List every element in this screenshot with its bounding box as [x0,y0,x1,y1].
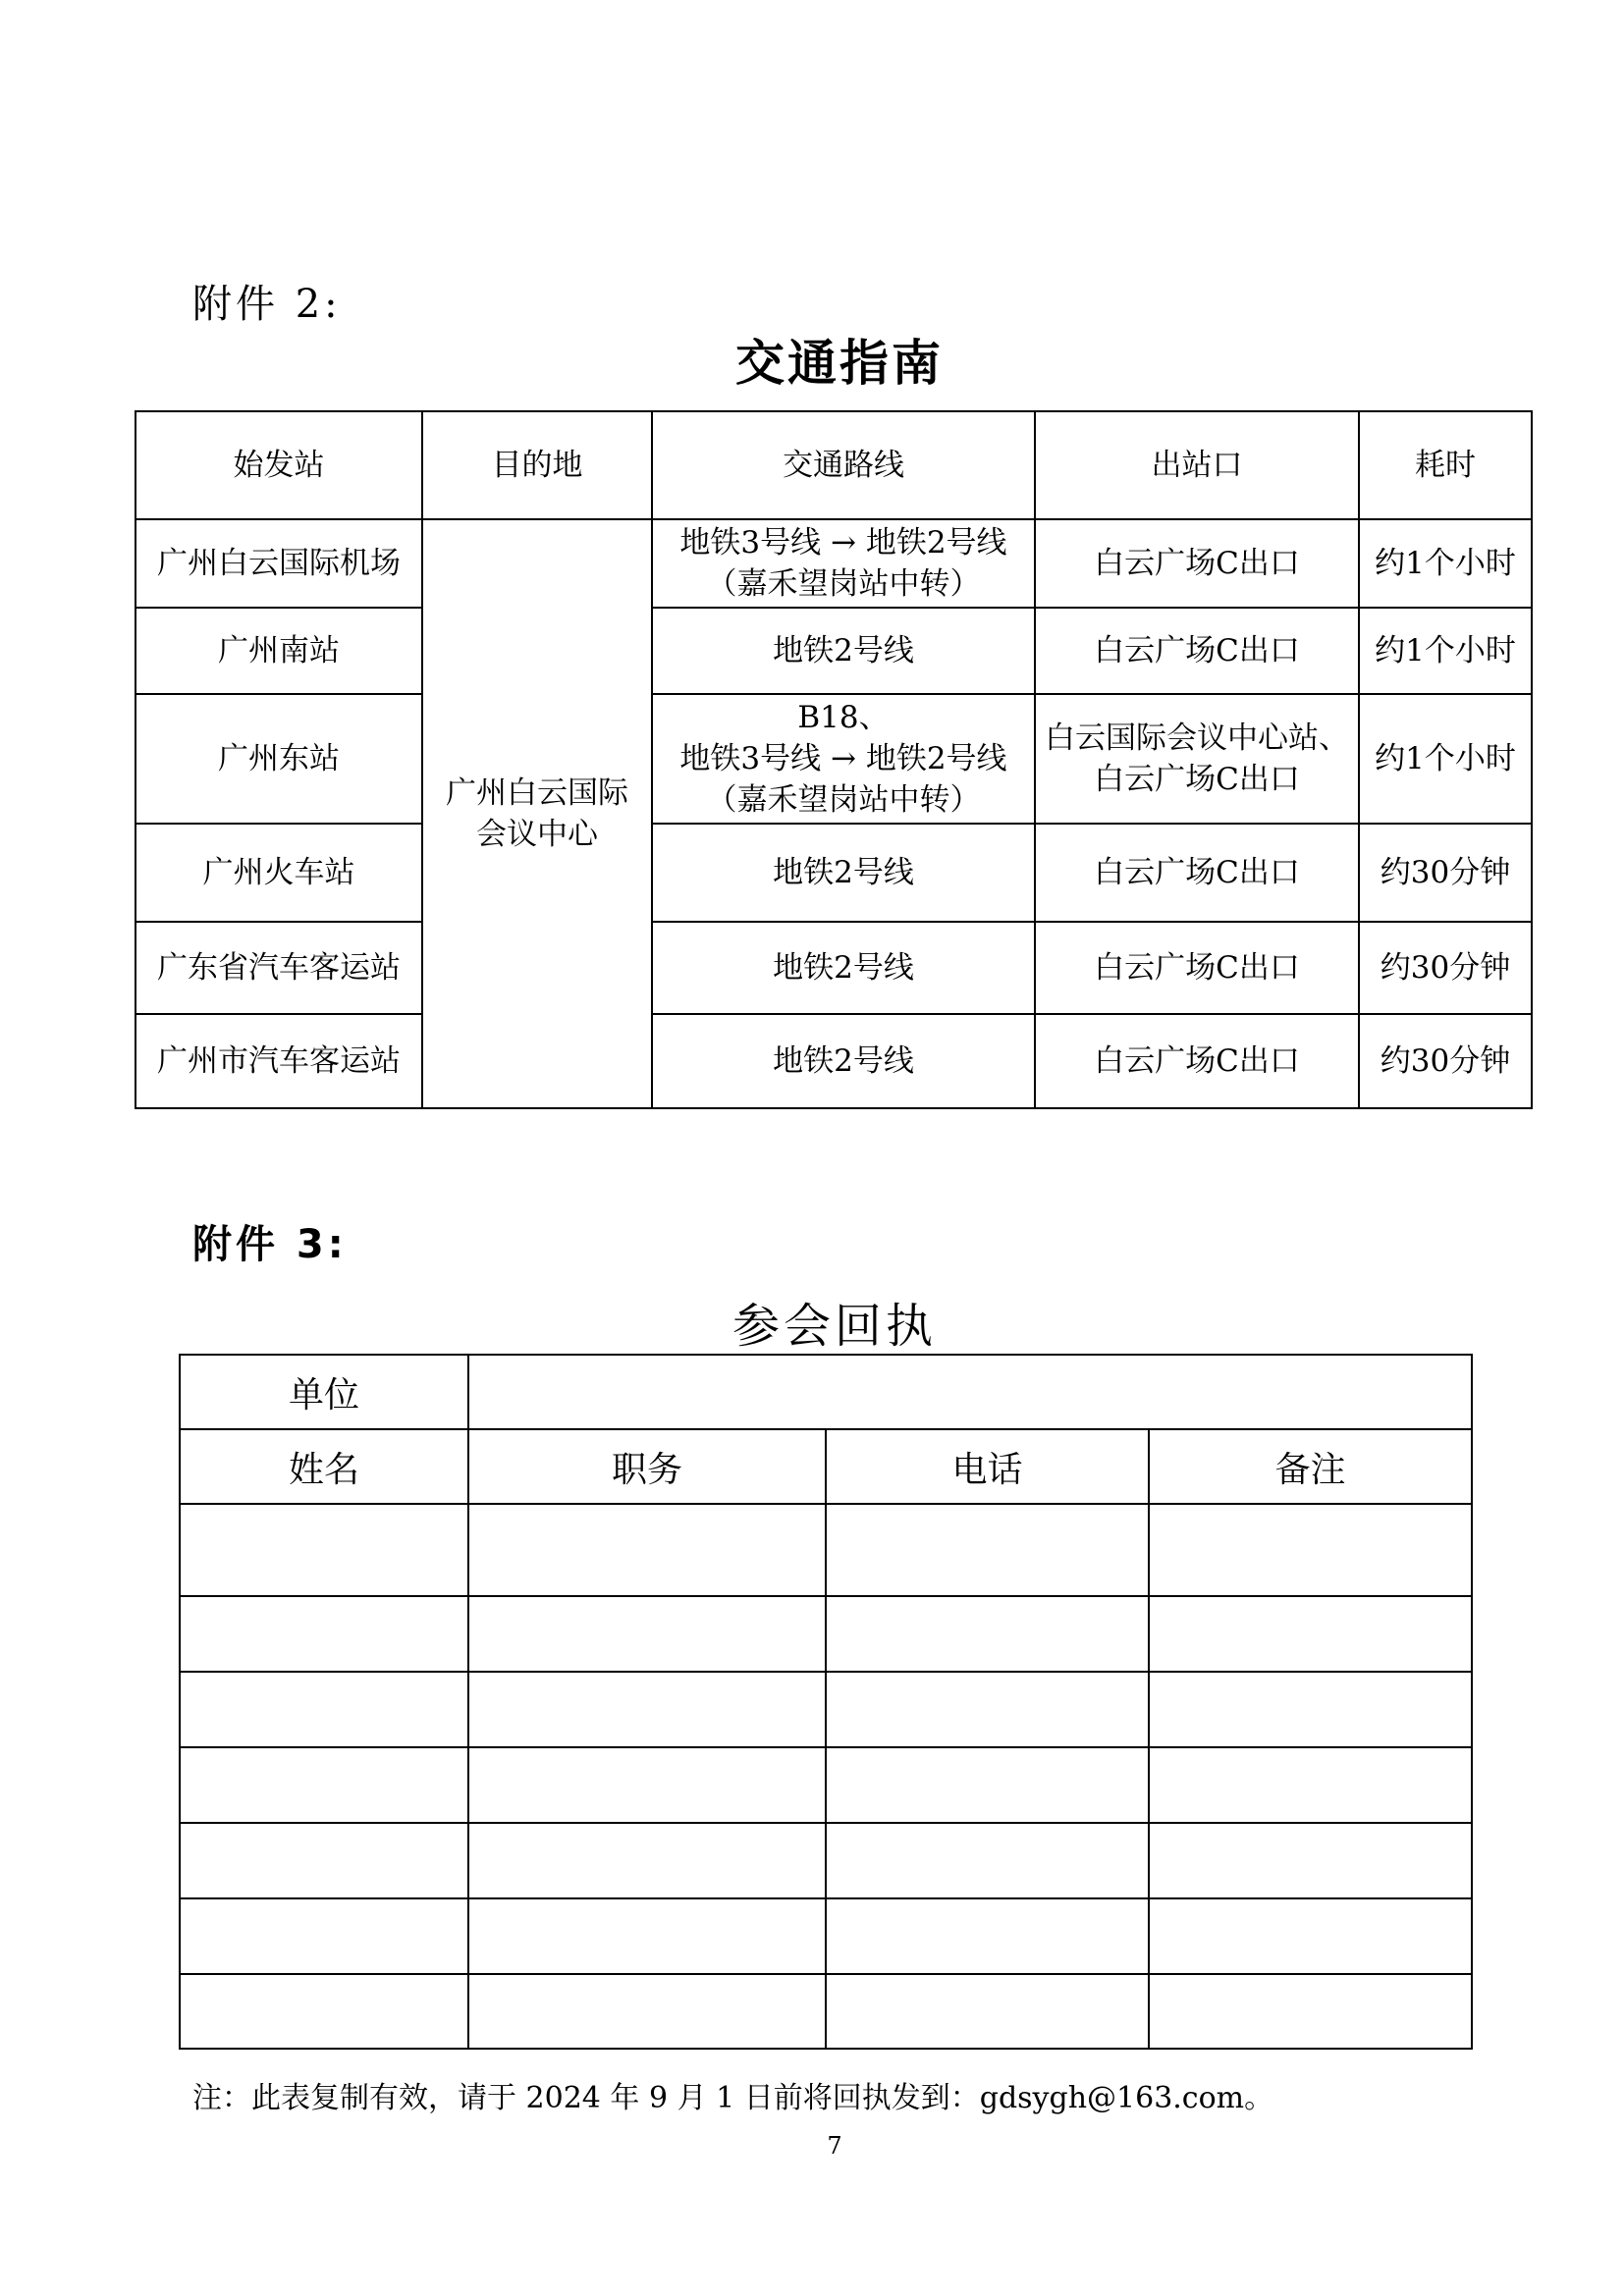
header-route: 交通路线 [652,411,1035,519]
route-line: （嘉禾望岗站中转） [706,566,981,602]
position-field[interactable] [468,1672,826,1747]
phone-field[interactable] [826,1898,1149,1974]
guide-row [135,922,1532,1014]
name-field[interactable] [180,1596,468,1672]
duration-cell: 约30分钟 [1359,922,1532,1014]
phone-field[interactable] [826,1747,1149,1823]
origin-cell: 广州白云国际机场 [135,519,422,608]
unit-field[interactable] [468,1355,1472,1429]
destination-cell [422,519,652,1108]
duration-cell: 约30分钟 [1359,824,1532,922]
blank-row [180,1823,1472,1898]
exit-line: 白云广场C出口 [1094,950,1300,986]
destination-line: 会议中心 [476,817,598,852]
guide-row [135,694,1532,824]
exit-line: 白云广场C出口 [1094,1043,1300,1079]
attachment-3-label: 附件 3: [192,1222,348,1267]
origin-cell: 广州南站 [135,608,422,694]
name-field[interactable] [180,1747,468,1823]
guide-row [135,519,1532,608]
remarks-field[interactable] [1149,1504,1472,1596]
submission-note: 注：此表复制有效，请于 2024 年 9 月 1 日前将回执发到：gdsygh@163.com。 [192,2081,1274,2115]
route-cell [652,694,1035,824]
route-line: 地铁2号线 [773,855,914,890]
transport-guide-title: 交通指南 [735,335,944,392]
exit-cell [1035,1014,1359,1108]
exit-line: 白云广场C出口 [1094,855,1300,890]
name-field[interactable] [180,1823,468,1898]
duration-cell: 约1个小时 [1359,519,1532,608]
origin-cell: 广州火车站 [135,824,422,922]
exit-cell [1035,922,1359,1014]
exit-cell [1035,824,1359,922]
route-line: 地铁3号线 → 地铁2号线 [679,741,1007,776]
header-origin: 始发站 [135,411,422,519]
route-line: B18、 [797,700,890,735]
name-field[interactable] [180,1974,468,2049]
destination-line: 广州白云国际 [446,775,628,811]
route-line: 地铁2号线 [773,1043,914,1079]
position-field[interactable] [468,1747,826,1823]
exit-line: 白云广场C出口 [1094,762,1300,797]
guide-row [135,824,1532,922]
remarks-field[interactable] [1149,1974,1472,2049]
origin-cell: 广州东站 [135,694,422,824]
exit-cell [1035,519,1359,608]
header-destination: 目的地 [422,411,652,519]
duration-cell: 约1个小时 [1359,694,1532,824]
guide-header-row [135,411,1532,519]
phone-field[interactable] [826,1596,1149,1672]
reply-header-row [180,1429,1472,1504]
guide-row [135,608,1532,694]
remarks-field[interactable] [1149,1596,1472,1672]
blank-row [180,1898,1472,1974]
unit-row [180,1355,1472,1429]
route-line: （嘉禾望岗站中转） [706,782,981,818]
remarks-field[interactable] [1149,1672,1472,1747]
phone-field[interactable] [826,1672,1149,1747]
duration-cell: 约30分钟 [1359,1014,1532,1108]
route-line: 地铁3号线 → 地铁2号线 [679,525,1007,561]
position-field[interactable] [468,1504,826,1596]
phone-field[interactable] [826,1974,1149,2049]
name-field[interactable] [180,1504,468,1596]
duration-cell: 约1个小时 [1359,608,1532,694]
page-number: 7 [827,2132,842,2160]
origin-cell: 广东省汽车客运站 [135,922,422,1014]
header-phone: 电话 [826,1429,1149,1504]
route-line: 地铁2号线 [773,950,914,986]
transport-guide-table [135,410,1533,1109]
remarks-field[interactable] [1149,1747,1472,1823]
name-field[interactable] [180,1898,468,1974]
position-field[interactable] [468,1596,826,1672]
route-line: 地铁2号线 [773,633,914,668]
route-cell [652,922,1035,1014]
guide-row [135,1014,1532,1108]
blank-row [180,1504,1472,1596]
blank-row [180,1672,1472,1747]
remarks-field[interactable] [1149,1898,1472,1974]
route-cell [652,519,1035,608]
blank-row [180,1747,1472,1823]
name-field[interactable] [180,1672,468,1747]
header-name: 姓名 [180,1429,468,1504]
phone-field[interactable] [826,1504,1149,1596]
header-remarks: 备注 [1149,1429,1472,1504]
attachment-2-label: 附件 2: [192,282,342,327]
route-cell [652,824,1035,922]
exit-line: 白云广场C出口 [1094,633,1300,668]
exit-cell [1035,694,1359,824]
header-duration: 耗时 [1359,411,1532,519]
exit-line: 白云广场C出口 [1094,546,1300,581]
origin-cell: 广州市汽车客运站 [135,1014,422,1108]
header-position: 职务 [468,1429,826,1504]
position-field[interactable] [468,1974,826,2049]
exit-line: 白云国际会议中心站、 [1045,721,1349,756]
position-field[interactable] [468,1823,826,1898]
blank-row [180,1974,1472,2049]
exit-cell [1035,608,1359,694]
remarks-field[interactable] [1149,1823,1472,1898]
position-field[interactable] [468,1898,826,1974]
route-cell [652,1014,1035,1108]
unit-label: 单位 [180,1355,468,1429]
reply-form-table [179,1354,1473,2050]
blank-row [180,1596,1472,1672]
header-exit: 出站口 [1035,411,1359,519]
phone-field[interactable] [826,1823,1149,1898]
route-cell [652,608,1035,694]
reply-form-title: 参会回执 [731,1299,937,1354]
